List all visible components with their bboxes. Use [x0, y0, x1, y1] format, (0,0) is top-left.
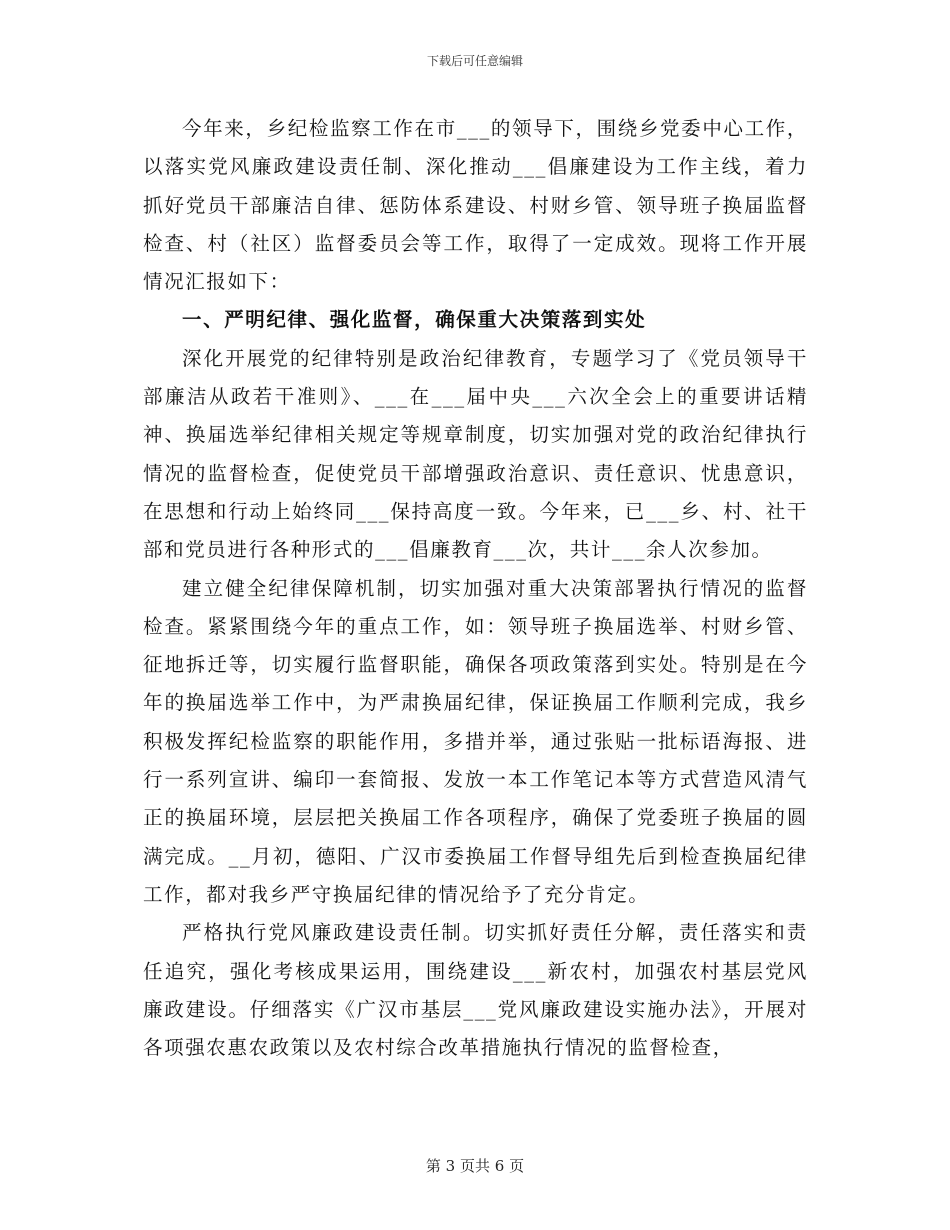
section-heading: 一、严明纪律、强化监督，确保重大决策落到实处 [182, 308, 647, 332]
intro-paragraph: 今年来，乡纪检监察工作在市___的领导下，围绕乡党委中心工作，以落实党风廉政建设责任制、深化推动___倡廉建设为工作主线，着力抓好党员干部廉洁自律、惩防体系建设、村财乡管、领导班子换届监督检查、村（社区）监督委员会等工作，取得了一定成效。现将工作开展情况汇报如下： [143, 117, 808, 294]
paragraph-discipline-education: 深化开展党的纪律特别是政治纪律教育，专题学习了《党员领导干部廉洁从政若干准则》、___在___届中央___六次全会上的重要讲话精神、换届选举纪律相关规定等规章制度，切实加强对党的政治纪律执行情况的监督检查，促使党员干部增强政治意识、责任意识、忧患意识，在思想和行动上始终同___保持高度一致。今年来，已___乡、村、社干部和党员进行各种形式的___倡廉教育___次，共计___余人次参加。 [143, 346, 809, 562]
page-header: 下载后可任意编辑 [426, 54, 523, 68]
page-number: 第 3 页共 6 页 [425, 1157, 525, 1175]
paragraph-supervision-mechanism: 建立健全纪律保障机制，切实加强对重大决策部署执行情况的监督检查。紧紧围绕今年的重点工作，如：领导班子换届选举、村财乡管、征地拆迁等，切实履行监督职能，确保各项政策落到实处。特别是在今年的换届选举工作中，为严肃换届纪律，保证换届工作顺利完成，我乡积极发挥纪检监察的职能作用，多措并举，通过张贴一批标语海报、进行一系列宣讲、编印一套简报、发放一本工作笔记本等方式营造风清气正的换届环境，层层把关换届工作各项程序，确保了党委班子换届的圆满完成。__月初，德阳、广汉市委换届工作督导组先后到检查换届纪律工作，都对我乡严守换届纪律的情况给予了充分肯定。 [143, 576, 808, 906]
document-body [143, 110, 808, 1067]
paragraph-responsibility-system: 严格执行党风廉政建设责任制。切实抓好责任分解，责任落实和责任追究，强化考核成果运用，围绕建设___新农村，加强农村基层党风廉政建设。仔细落实《广汉市基层___党风廉政建设实施办法》，开展对各项强农惠农政策以及农村综合改革措施执行情况的监督检查， [143, 921, 808, 1060]
